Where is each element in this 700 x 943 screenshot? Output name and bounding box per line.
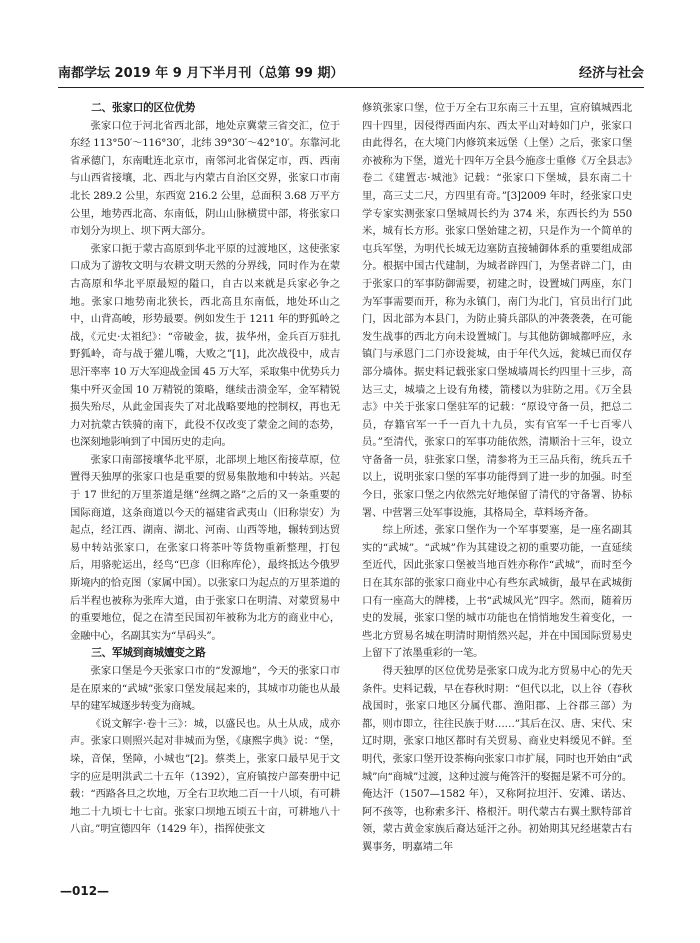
page-number: —012— [60,884,110,898]
left-column [70,100,340,839]
paragraph: 修筑张家口堡，位于万全右卫东南三十五里，宣府镇城西北四十四里，因侵得西面内东、西太平山对峙如门户，张家口由此得名，在大境门内修筑来远堡（上堡）之后，张家口堡亦被称为下堡，道光十四年万全县今施彦士重修《万全县志》卷二《建置志·城池》记载：“张家口下堡城，县东南二十里，高三丈二尺，方四里有奇。”[3]2009 年时，经张家口史学专家实测张家口堡城周长约为 374 米，东西长约为 550 米，城有长方形。张家口堡始建之初，只是作为一个简单的屯兵军堡，为明代长城无边塞防直接辅御体系的重要组成部分。根据中国古代建制，为城者辟四门，为堡者辟二门，由于张家口的军事防御需要，初建之时，设置城门两座，东门为军事需要而开，称为永镇门，南门为北门，官员出行门此门，因北部为本县门，为防止骑兵部队的冲袭袭袭，在可能发生战事的西北方向未设置城门。与其他防御城都呼应，永镇门与承恩门二门亦设瓮城，由于年代久远，瓮城已而仅存部分墙体。据史料记载张家口堡城墙周长约四里十三步，高达三丈，城墙之上设有角楼，箭楼以为驻防之用。《万全县志》中关于张家口堡驻军的记载：“原设守备一员，把总二员，存籍官军一千一百九十九员，实有官军一千七百零八员。”至清代，张家口的军事功能依然，清顺治十三年，设立守备备一员，驻张家口堡，清参将为王三品兵衔，统兵五千以上，说明张家口堡的军事功能得到了进一步的加强。时至今日，张家口堡之内依然完好地保留了清代的守备署、协标署、中营署三处军事设施，其格局全，草料场齐备。 [362,102,632,519]
right-column [362,100,632,857]
section-heading: 三、军城到商城嬗变之路 [91,647,206,660]
section-title: 经济与社会 [578,66,644,81]
paragraph: 张家口位于河北省西北部，地处京冀蒙三省交汇，位于东经 113°50′～116°30′，北纬 39°30′～42°10′。东靠河北省承德门，东南毗连北京市，南邻河北省保定市，西、西南与山西省接壤，北、西北与内蒙古自治区交界，张家口市南北长 289.2 公里，东西宽 216.2 公里，总面积 3.68 万平方公里，地势西北高、东南低，阴山山脉横贯中部，将张家口市划分为坝上、坝下两大部分。 [70,119,340,238]
section-heading: 二、张家口的区位优势 [91,102,196,114]
paragraph: 《说文解字·卷十三》：城，以盛民也。从土从成，成亦声。张家口则照兴起对非城而为堡，《康熙字典》说：“堡，垛，音保，堡障，小城也”[2]。蔡类上，张家口最早见于文字的应是明洪武二十五年（1392），宣府镇按户部奏册中记载：“西路各旦之坎地，万全右卫坎地二百一十八顷，有可耕地二十九顷七十七亩。张家口坝地五顷五十亩，可耕地八十八亩。”明宣德四年（1429 年），指挥使张文 [70,717,340,836]
paragraph: 得天独厚的区位优势是张家口成为北方贸易中心的先天条件。史料记载，早在春秋时期：“但代以北，以上谷（春秋战国时，张家口地区分属代郡、渔阳郡、上谷郡三部）为都，则市即立，往往民族于财……”其后在汉、唐、宋代、宋辽时期，张家口地区都时有关贸易、商业史料缓见不鲜。至明代，张家口堡开设茶梅向张家口市扩展，同时也开始由“武城”向“商城”过渡，这种过渡与俺答汗的娶掘是紧不可分的。俺达汗（1507—1582 年），又称阿拉坦汗、安滩、诺达、阿不孩等，也称索多汗、格根汗。明代蒙古右翼土默特部首领，蒙古黄金家族后裔达延汗之孙。初始期其兄经堪蒙古右翼事务，明嘉靖二年 [362,665,632,853]
header-divider [58,87,644,88]
paragraph: 综上所述，张家口堡作为一个军事要塞，是一座名副其实的“武城”。“武城”作为其建设之初的重要功能，一直延续至近代，因此张家口堡被当地百姓亦称作“武城”，而时至今日在其东部的张家口商业中心有些东武城街，最早在武城街口有一座高大的牌楼，上书“武城风光”四字。然而，随着历史的发展，张家口堡的城市功能也在悄悄地发生着变化，一些北方贸易名城在明清时期悄然兴起，并在中国国际贸易史上留下了浓墨重彩的一笔。 [362,524,632,660]
paragraph: 张家口扼于蒙古高原到华北平原的过渡地区，这使张家口成为了游牧文明与农耕文明天然的分界线，同时作为在蒙古高原和华北平原最短的隘口，自古以来就是兵家必争之地。张家口地势南北狭长，西北高且东南低，地处环山之中，山背高峻，形势最要。例如发生于 1211 年的野狐岭之战，《元史·太祖纪》：“帝破金，拔，拔华州，金兵百万驻扎野狐岭，奇与战于獾儿嘴，大败之”[1]，此次战役中，成吉思汗率率 10 万大军迎战金国 45 万大军，采取集中优势兵力集中歼灭金国 10 万精锐的策略，继续击溃金军，金军精锐损失殆尽，从此金国丧失了对北战略要地的控制权，再也无力对抗蒙古铁骑的南下，此役不仅改变了蒙金之间的态势，也深刻地影响到了中国历史的走向。 [70,242,340,449]
page-header [58,60,644,84]
paragraph: 张家口南部接壤华北平原，北部坝上地区衔接草原，位置得天独厚的张家口也是重要的贸易集散地和中转站。兴起于 17 世纪的万里茶道是继“丝绸之路”之后的又一条重要的国际商道，这条商道以今天的福建省武夷山（旧称崇安）为起点，经江西、湖南、湖北、河南、山西等地，辗转到达贸易中转站张家口，在张家口将茶叶等货物重新整理，打包后，用骆驼运出，经鸟“巴彦（旧称库伦），最终抵达今俄罗斯境内的恰克图（家属中国）。以张家口为起点的万里茶道的后半程也被称为张库大道，由于张家口在明清、对蒙贸易中的重要地位，促之在清至民国初年被称为北方的商业中心，金融中心，名副其实为“旱码头”。 [70,453,340,642]
paragraph: 张家口堡是今天张家口市的“发源地”，今天的张家口市是在原来的“武城”张家口堡发展起来的，其城市功能也从最早的建军城逐步转变为商城。 [70,665,340,713]
journal-title: 南都学坛 2019 年 9 月下半月刊（总第 99 期） [58,66,344,81]
